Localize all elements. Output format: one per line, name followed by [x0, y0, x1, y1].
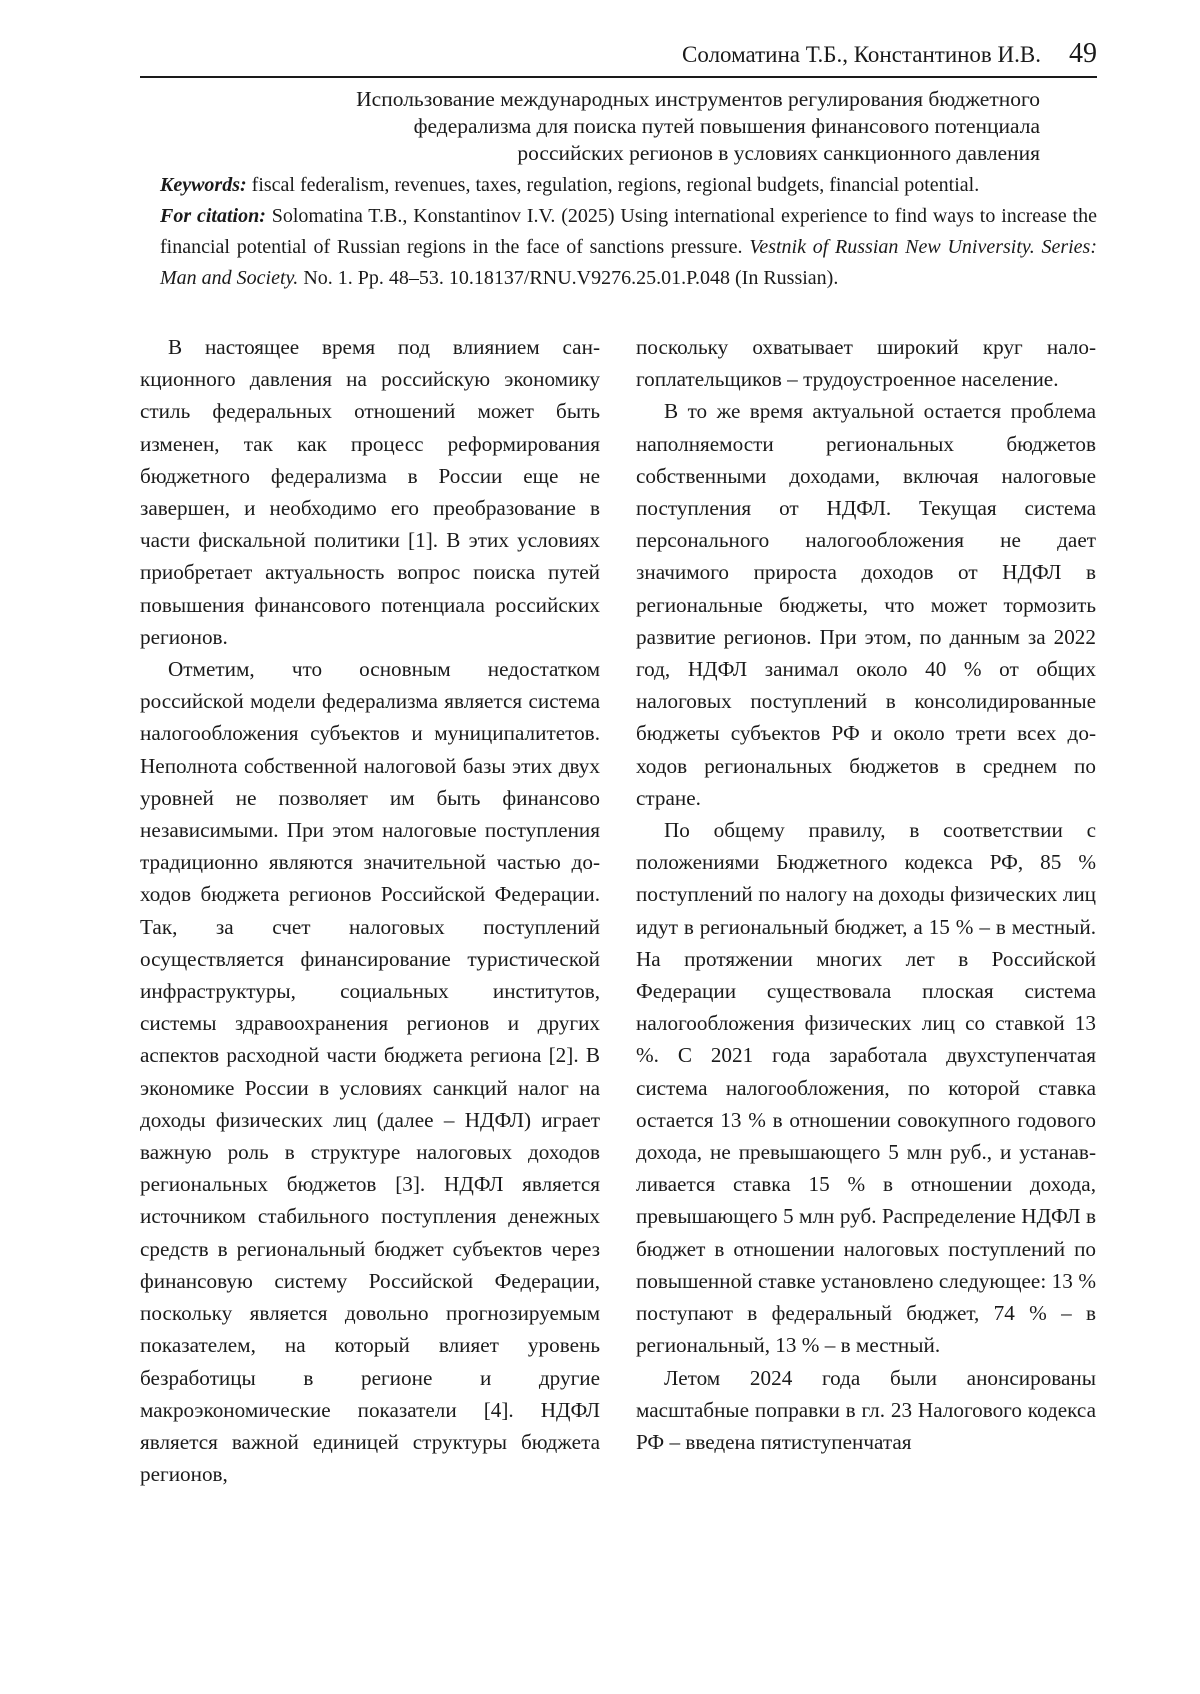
keywords-text: fiscal federalism, revenues, taxes, regulation, regions, regional budgets, financial potential.: [251, 174, 980, 196]
running-head-authors: Соломатина Т.Б., Константинов И.В.: [682, 42, 1041, 67]
citation-label: For citation:: [160, 205, 266, 227]
article-metadata: [140, 170, 1097, 294]
paragraph: В то же время актуальной остается проблема наполняемости региональных бюджетов собственными доходами, включая налоговые поступления от НДФЛ. Текущая система персонального налогообложения не дает значимого прироста доходов от НДФЛ в региональные бюджеты, что может тормозить развитие регионов. При этом, по данным за 2022 год, НДФЛ занимал около 40 % от общих налоговых поступлений в консолидированные бюджеты субъектов РФ и около трети всех доходов региональных бюджетов в среднем по стране.: [636, 399, 1096, 810]
citation-text: Solomatina T.B., Konstantinov I.V. (2025) Using international experience to find ways to increase the financial potential of Russian regions in the face of sanctions pressure.: [160, 205, 1097, 258]
citation-details: No. 1. Pp. 48–53. 10.18137/RNU.V9276.25.01.P.048 (In Russian).: [303, 267, 839, 289]
paragraph-continuation: поскольку охватывает широкий круг налогоплательщиков – трудоустроенное население.: [636, 335, 1096, 392]
body-column-left: [140, 331, 600, 1490]
header-rule: [140, 76, 1097, 78]
paragraph: Летом 2024 года были анонсированы масштабные поправки в гл. 23 Налогового кодекса РФ – введена пятиступенчатая: [636, 1365, 1096, 1454]
citation-journal: Vestnik of Russian New University. Series: Man and Society.: [160, 236, 1098, 289]
article-title-line-3: российских регионов в условиях санкционного давления: [517, 141, 1040, 165]
running-head: [140, 26, 1097, 70]
keywords-label: Keywords:: [160, 174, 247, 196]
article-title: [220, 86, 1040, 167]
article-title-line-1: Использование международных инструментов регулирования бюджетного: [356, 87, 1040, 111]
citation: [140, 201, 1097, 294]
paragraph: Отметим, что основным недостатком российской модели федерализма является система налогообложения субъектов и муниципалитетов. Неполнота собственной налоговой базы этих двух уровней не позволяет им быть финансово независимыми. При этом налоговые поступления традиционно являются значительной частью доходов бюджета регионов Российской Федерации. Так, за счет налоговых поступлений осуществляется финансирование туристической инфраструктуры, социальных институтов, системы здравоохранения регионов и других аспектов расходной части бюджета региона [2]. В экономике России в условиях санкций налог на доходы физических лиц (далее – НДФЛ) играет важную роль в структуре налоговых доходов региональных бюджетов [3]. НДФЛ является источником стабильного поступления денежных средств в региональный бюджет субъектов через финансовую систему Российской Федерации, поскольку является довольно прогнозируемым показателем, на который влияет уровень безработицы в регионе и другие макроэкономические показатели [4]. НДФЛ является важной единицей структуры бюджета регионов,: [140, 657, 600, 1487]
keywords: [140, 170, 1097, 201]
page-number: 49: [1069, 38, 1097, 69]
paragraph: По общему правилу, в соответствии с положениями Бюджетного кодекса РФ, 85 % поступлений по налогу на доходы физических лиц идут в региональный бюджет, а 15 % – в местный. На протяжении многих лет в Российской Федерации существовала плоская система налогообложения физических лиц со ставкой 13 %. С 2021 года заработала двухступенчатая система налогообложения, по которой ставка остается 13 % в отношении совокупного годового дохода, не превышающего 5 млн руб., и устанавливается ставка 15 % в отношении дохода, превышающего 5 млн руб. Распределение НДФЛ в бюджет в отношении налоговых поступлений по повышенной ставке установлено следующее: 13 % поступают в федеральный бюджет, 74 % – в региональный, 13 % – в местный.: [636, 818, 1096, 1358]
article-title-line-2: федерализма для поиска путей повышения финансового потенциала: [413, 114, 1040, 138]
paragraph: В настоящее время под влиянием санкционного давления на российскую экономику стиль федеральных отношений может быть изменен, так как процесс реформирования бюджетного федерализма в России еще не завершен, и необходимо его преобразование в части фискальной политики [1]. В этих условиях приобретает актуальность вопрос поиска путей повышения финансового потенциала российских регионов.: [140, 335, 600, 649]
body-column-right: [636, 331, 1096, 1458]
